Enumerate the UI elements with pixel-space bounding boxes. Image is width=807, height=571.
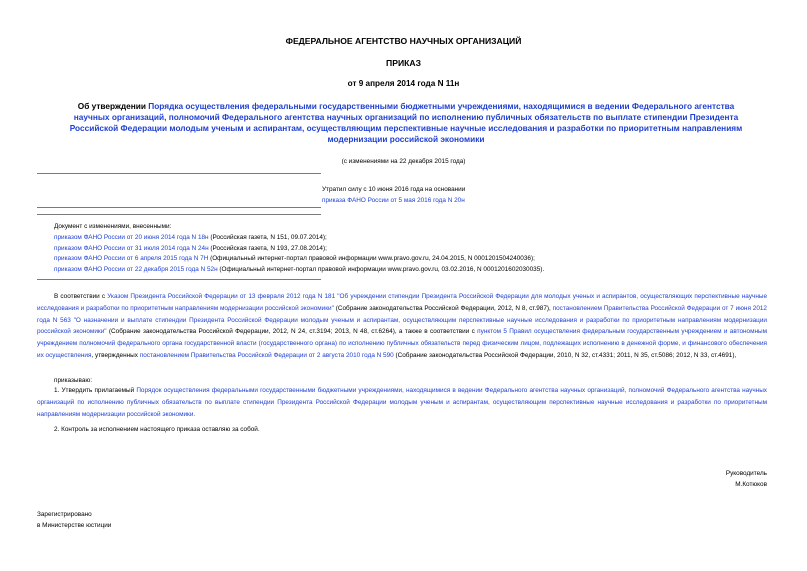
expired-note — [322, 185, 465, 206]
rules-link[interactable]: пунктом 5 Правил осуществления федеральным государственным учреждением и автономным учреждением полномочий федерального органа государственной власти (государственного органа) по исполнению публичных обязательств перед физическим лицом, подлежащих исполнению в денежной форме, и финансового обеспечения их осуществления — [37, 328, 768, 359]
list-item — [54, 254, 544, 265]
decree-link[interactable]: Указом Президента Российской Федерации от 13 февраля 2012 года N 181 "Об учреждении стипендии Президента Российской Федерации для молодых ученых и аспирантов, осуществляющих перспективные научные исследования и разработки по приоритетным направлениям модернизации российской экономики" — [37, 293, 767, 312]
expired-text: Утратил силу с 10 июня 2016 года на основании — [322, 186, 466, 193]
expired-link[interactable]: приказа ФАНО России от 5 мая 2016 года N 20н — [322, 196, 465, 204]
change-source: (Российская газета, N 151, 09.07.2014); — [208, 233, 327, 241]
document-title — [62, 101, 750, 145]
preamble-text: (Собрание законодательства Российской Федерации, 2012, N 24, ст.3194; 2013, N 48, ст.6264), а также в соответствии с — [106, 328, 478, 336]
preamble-text: , утвержденных — [91, 351, 140, 359]
order-date-number: от 9 апреля 2014 года N 11н — [347, 79, 460, 88]
registration-line: Зарегистрировано — [37, 511, 92, 518]
order-word: приказываю: — [54, 377, 92, 384]
item-2-paragraph: 2. Контроль за исполнением настоящего приказа оставляю за собой. — [54, 426, 260, 433]
registration-line: в Министерстве юстиции — [37, 521, 112, 529]
list-item — [54, 233, 544, 244]
preamble-text: (Собрание законодательства Российской Федерации, 2012, N 8, ст.987), — [333, 304, 553, 312]
divider — [37, 214, 321, 215]
changes-list — [54, 222, 544, 276]
divider — [37, 207, 321, 208]
item-1-paragraph — [37, 385, 767, 420]
divider — [37, 279, 321, 280]
list-item — [54, 244, 544, 255]
change-link[interactable]: приказом ФАНО России от 22 декабря 2015 года N 52н — [54, 266, 218, 274]
change-source: (Официальный интернет-портал правовой информации www.pravo.gov.ru, 24.04.2015, N 0001201504240036); — [208, 255, 535, 263]
agency-heading: ФЕДЕРАЛЬНОЕ АГЕНТСТВО НАУЧНЫХ ОРГАНИЗАЦИЙ — [285, 36, 522, 46]
change-source: (Официальный интернет-портал правовой информации www.pravo.gov.ru, 03.02.2016, N 0001201602030035). — [217, 266, 545, 274]
change-link[interactable]: приказом ФАНО России от 20 июня 2014 года N 18н — [54, 233, 209, 241]
change-link[interactable]: приказом ФАНО России от 6 апреля 2015 года N 7Н — [54, 255, 209, 263]
list-item — [54, 265, 544, 276]
change-source: (Российская газета, N 193, 27.08.2014); — [208, 244, 327, 252]
registration-note — [37, 510, 111, 531]
preamble-text: В соответствии с — [54, 293, 108, 300]
signatory-position: Руководитель — [725, 470, 767, 477]
title-link[interactable]: Порядка осуществления федеральными государственными бюджетными учреждениями, находящимися в ведении Федерального агентства научных организаций, полномочий Федерального агентства научных организаций по исполнению публичных обязательств по выплате стипендии Президента Российской Федерации молодым ученым и аспирантам, осуществляющим перспективные научные исследования и разработки по приоритетным направлениям модернизации российской экономики — [69, 101, 743, 144]
amended-note: (с изменениями на 22 декабря 2015 года) — [341, 158, 466, 165]
procedure-link[interactable]: Порядок осуществления федеральными государственными бюджетными учреждениями, находящимися в ведении Федерального агентства научных организаций, полномочий Федерального агентства научных организаций по исполнению публичных обязательств по выплате стипендии Президента Российской Федерации молодым ученым и аспирантам, осуществляющим перспективные научные исследования и разработки по приоритетным направлениям модернизации российской экономики. — [37, 387, 767, 418]
item-1-text: 1. Утвердить прилагаемый — [54, 387, 137, 394]
preamble-paragraph — [37, 291, 767, 362]
change-link[interactable]: приказом ФАНО России от 31 июля 2014 года N 24н — [54, 244, 209, 252]
doc-type-heading: ПРИКАЗ — [386, 58, 421, 68]
resolution-563-link[interactable]: постановлением Правительства Российской Федерации от 7 июня 2012 года N 563 "О назначении и выплате стипендии Президента Российской Федерации молодым ученым и аспирантам, осуществляющим перспективные научные исследования и разработки по приоритетным направлениям модернизации российской экономики" — [37, 304, 767, 336]
changes-heading: Документ с изменениями, внесенными: — [54, 223, 172, 230]
preamble-text: (Собрание законодательства Российской Федерации, 2010, N 32, ст.4331; 2011, N 35, ст.5086; 2012, N 33, ст.4691), — [393, 351, 737, 359]
divider — [37, 173, 321, 174]
signature-block — [726, 469, 767, 490]
title-prefix: Об утверждении — [77, 101, 149, 111]
signatory-name: М.Котюков — [735, 480, 767, 488]
resolution-590-link[interactable]: постановлением Правительства Российской Федерации от 2 августа 2010 года N 590 — [139, 351, 394, 359]
